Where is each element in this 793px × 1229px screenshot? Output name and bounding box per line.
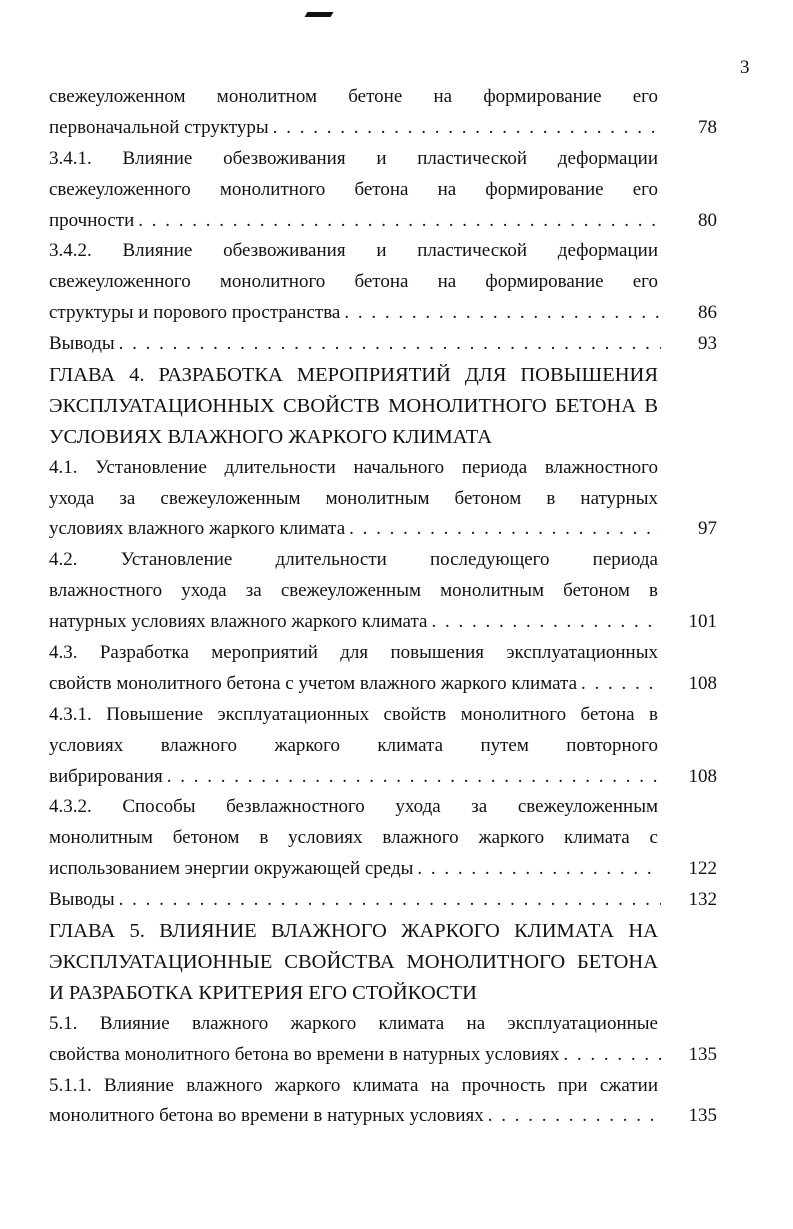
toc-page-number: 80 xyxy=(698,209,717,231)
chapter-heading xyxy=(49,360,717,453)
toc-entry-last-line xyxy=(49,607,717,638)
chapter-heading xyxy=(49,916,717,1009)
toc-page-number: 135 xyxy=(688,1105,717,1127)
toc-entry-text: монолитного бетона во времени в натурных условиях xyxy=(49,1105,484,1127)
chapter-heading-line: УСЛОВИЯХ ВЛАЖНОГО ЖАРКОГО КЛИМАТА xyxy=(49,425,493,448)
toc-entry-text: натурных условиях влажного жаркого климата xyxy=(49,611,428,633)
toc-entry-last-line xyxy=(49,298,717,329)
toc-entry-text: влажностного ухода за свежеуложенным монолитным бетоном в xyxy=(49,580,658,602)
dot-leader xyxy=(138,206,661,237)
dot-leader xyxy=(417,854,661,885)
toc-entry xyxy=(49,1009,717,1071)
toc-page-number: 93 xyxy=(698,333,717,355)
toc-entry-last-line xyxy=(49,885,717,916)
toc-entry-text: свежеуложенного монолитного бетона на формирование его xyxy=(49,271,658,293)
toc-entry xyxy=(49,82,717,144)
toc-entry xyxy=(49,885,717,916)
toc-entry-last-line xyxy=(49,854,717,885)
toc-entry-text: условиях влажного жаркого климата xyxy=(49,518,346,540)
dot-leader xyxy=(344,298,661,329)
toc-entry-last-line xyxy=(49,762,717,793)
toc-entry xyxy=(49,453,717,546)
toc-entry-text: 3.4.1. Влияние обезвоживания и пластической деформации xyxy=(49,147,658,169)
toc-entry-text: свежеуложенном монолитном бетоне на формирование его xyxy=(49,86,658,107)
toc-entry-text: свойства монолитного бетона во времени в натурных условиях xyxy=(49,1043,560,1065)
table-of-contents xyxy=(49,82,717,1132)
toc-entry-last-line xyxy=(49,329,717,360)
toc-page-number: 97 xyxy=(698,518,717,540)
toc-entry-text: Выводы xyxy=(49,333,115,355)
toc-entry-text: ухода за свежеуложенным монолитным бетоном в натурных xyxy=(49,487,658,509)
dot-leader xyxy=(273,113,661,144)
toc-page-number: 108 xyxy=(688,765,717,787)
page-number: 3 xyxy=(740,57,750,78)
toc-page-number: 101 xyxy=(688,611,717,633)
toc-entry-text: монолитным бетоном в условиях влажного жаркого климата с xyxy=(49,827,658,849)
toc-entry-last-line xyxy=(49,669,717,700)
dot-leader xyxy=(349,514,661,545)
toc-entry xyxy=(49,545,717,638)
toc-entry-last-line xyxy=(49,113,717,144)
toc-page-number: 132 xyxy=(688,889,717,911)
chapter-heading-line: ГЛАВА 5. ВЛИЯНИЕ ВЛАЖНОГО ЖАРКОГО КЛИМАТА НА xyxy=(49,920,658,943)
toc-entry-text: вибрирования xyxy=(49,765,163,787)
toc-entry-last-line xyxy=(49,1040,717,1071)
toc-page-number: 78 xyxy=(698,116,717,138)
toc-page-number: 86 xyxy=(698,302,717,324)
toc-entry-text: свежеуложенного монолитного бетона на формирование его xyxy=(49,178,658,200)
toc-entry xyxy=(49,1071,717,1133)
dot-leader xyxy=(431,607,661,638)
dot-leader xyxy=(563,1040,661,1071)
dot-leader xyxy=(581,669,661,700)
chapter-heading-line: ГЛАВА 4. РАЗРАБОТКА МЕРОПРИЯТИЙ ДЛЯ ПОВЫШЕНИЯ xyxy=(49,364,658,387)
toc-entry-text: 4.2. Установление длительности последующего периода xyxy=(49,549,658,571)
toc-entry-text: 5.1.1. Влияние влажного жаркого климата на прочность при сжатии xyxy=(49,1074,658,1096)
toc-entry-text: Выводы xyxy=(49,889,115,911)
toc-entry-text: свойств монолитного бетона с учетом влажного жаркого климата xyxy=(49,672,578,694)
toc-page-number: 108 xyxy=(688,672,717,694)
toc-entry xyxy=(49,236,717,329)
toc-entry-text: 5.1. Влияние влажного жаркого климата на эксплуатационные xyxy=(49,1012,658,1034)
toc-entry-text: 4.1. Установление длительности начального периода влажностного xyxy=(49,456,658,478)
chapter-heading-line: И РАЗРАБОТКА КРИТЕРИЯ ЕГО СТОЙКОСТИ xyxy=(49,981,477,1004)
toc-entry-text: 4.3. Разработка мероприятий для повышения эксплуатационных xyxy=(49,642,658,664)
toc-entry-text: 4.3.2. Способы безвлажностного ухода за свежеуложенным xyxy=(49,796,658,818)
toc-entry-text: прочности xyxy=(49,209,135,231)
chapter-heading-line: ЭКСПЛУАТАЦИОННЫЕ СВОЙСТВА МОНОЛИТНОГО БЕТОНА xyxy=(49,950,658,973)
toc-entry-text: первоначальной структуры xyxy=(49,116,269,138)
toc-entry xyxy=(49,144,717,237)
dot-leader xyxy=(119,329,661,360)
scan-mark xyxy=(305,12,334,17)
toc-entry-text: структуры и порового пространства xyxy=(49,302,341,324)
dot-leader xyxy=(119,885,661,916)
toc-entry xyxy=(49,638,717,700)
toc-page-number: 122 xyxy=(688,858,717,880)
dot-leader xyxy=(167,762,661,793)
toc-entry xyxy=(49,329,717,360)
toc-entry-last-line xyxy=(49,514,717,545)
toc-entry-last-line xyxy=(49,206,717,237)
toc-entry-last-line xyxy=(49,1101,717,1132)
toc-entry-text: использованием энергии окружающей среды xyxy=(49,858,414,880)
toc-entry xyxy=(49,792,717,885)
toc-entry-text: 3.4.2. Влияние обезвоживания и пластической деформации xyxy=(49,240,658,262)
chapter-heading-line: ЭКСПЛУАТАЦИОННЫХ СВОЙСТВ МОНОЛИТНОГО БЕТОНА В xyxy=(49,394,658,417)
toc-entry-text: условиях влажного жаркого климата путем повторного xyxy=(49,734,658,756)
toc-page-number: 135 xyxy=(688,1043,717,1065)
toc-entry-text: 4.3.1. Повышение эксплуатационных свойств монолитного бетона в xyxy=(49,703,658,725)
dot-leader xyxy=(488,1101,661,1132)
toc-entry xyxy=(49,700,717,793)
